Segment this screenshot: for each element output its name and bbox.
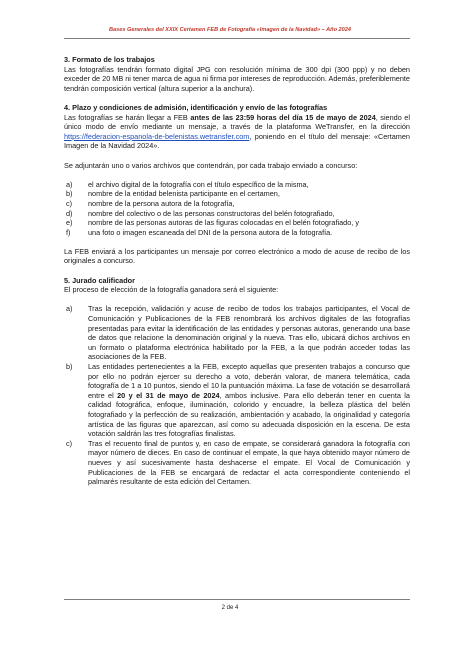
deadline-text: antes de las 23:59 horas del día 15 de mayo de 2024 bbox=[190, 112, 376, 122]
header-divider bbox=[64, 38, 410, 39]
section-3-title: 3. Formato de los trabajos bbox=[64, 55, 155, 64]
required-files-list bbox=[64, 180, 410, 238]
list-item: c) nombre de la persona autora de la fotografía, bbox=[66, 198, 235, 208]
list-item: a) el archivo digital de la fotografía con el título específico de la misma, bbox=[66, 179, 309, 189]
list-item: f) una foto o imagen escaneada del DNI de la persona autora de la fotografía. bbox=[66, 227, 333, 237]
section-4-paragraph-1: Las fotografías se harán llegar a FEB antes de las 23:59 horas del día 15 de mayo de 2024, siendo el único modo de envío mediante un mensaje, a través de la plataforma WeTransfer, en la dirección https://federacion-espanola-de-belenistas.wetransfer.com, poniendo en el título del mensaje: «Certamen Imagen de la Navidad 2024». bbox=[64, 112, 410, 151]
page-number: 2 de 4 bbox=[221, 605, 239, 611]
list-item: a) Tras la recepción, validación y acuse de recibo de todos los trabajos participantes, el Vocal de Comunicación y Publicaciones de la FEB renombrará los archivos digitales de las fotografías presentadas para evitar la identificación de las entidades y personas autoras, generando una base de datos que relacione la denominación original y la nueva. Tras ello, ubicará dichos archivos en un formato o plataforma electrónica habilitado por la FEB, a la que podrán acceder todas las asociaciones de la FEB. bbox=[66, 304, 410, 362]
list-item: d) nombre del colectivo o de las personas constructoras del belén fotografiado, bbox=[66, 208, 335, 218]
list-item: c) Tras el recuento final de puntos y, en caso de empate, se considerará ganadora la fotografía con mayor número de dieces. En caso de continuar el empate, la que haya obtenido mayor número de nueves y así sucesivamente hasta deshacerse el empate. El Vocal de Comunicación y Publicaciones de la FEB se encargará de redactar el acta correspondiente conteniendo el palmarés resultante de esta edición del Certamen. bbox=[66, 438, 410, 487]
page-content bbox=[64, 55, 410, 487]
section-4-paragraph-2: Se adjuntarán uno o varios archivos que contendrán, por cada trabajo enviado a concurso: bbox=[64, 160, 358, 170]
jury-process-list bbox=[64, 304, 410, 486]
wetransfer-link[interactable]: https://federacion-espanola-de-belenistas.wetransfer.com bbox=[64, 131, 250, 141]
page-header: Bases Generales del XXIX Certamen FEB de Fotografía «Imagen de la Navidad» – Año 2024 bbox=[109, 27, 351, 33]
footer-divider bbox=[64, 599, 410, 600]
section-5-title: 5. Jurado calificador bbox=[64, 275, 135, 285]
section-4-title: 4. Plazo y condiciones de admisión, identificación y envío de las fotografías bbox=[64, 102, 328, 112]
voting-dates: 20 y el 31 de mayo de 2024 bbox=[117, 390, 220, 400]
section-3-body: Las fotografías tendrán formato digital JPG con resolución mínima de 300 dpi (300 ppp) y no deben exceder de 20 MB ni tener marca de agua ni firma por intereses de reproducción. Además, preferiblemente tendrán composición vertical (altura superior a la anchura). bbox=[64, 64, 410, 93]
list-item: e) nombre de las personas autoras de las figuras colocadas en el belén fotografiado, y bbox=[66, 218, 359, 228]
list-item: b) Las entidades pertenecientes a la FEB, excepto aquellas que presenten trabajos a concurso que por ello no podrán ejercer su derecho a voto, deberán valorar, de manera telemática, cada fotografía de 1 a 10 puntos, siendo el 10 la puntuación máxima. La fase de votación se desarrollará entre el 20 y el 31 de mayo de 2024, ambos inclusive. Para ello deberán tener en cuenta la calidad fotográfica, enfoque, iluminación, colorido y encuadre, la belleza plástica del belén fotografiado y la perfección de su realización, ambientación y acabado, la originalidad y categoría artística de las figuras que aparezcan, así como su adecuada disposición en la escena. De esta votación saldrán las tres fotografías finalistas. bbox=[66, 362, 410, 439]
section-5-intro: El proceso de elección de la fotografía ganadora será el siguiente: bbox=[64, 285, 279, 295]
section-4-paragraph-3: La FEB enviará a los participantes un mensaje por correo electrónico a modo de acuse de recibo de los originales a concurso. bbox=[64, 246, 410, 266]
list-item: b) nombre de la entidad belenista participante en el certamen, bbox=[66, 189, 280, 199]
